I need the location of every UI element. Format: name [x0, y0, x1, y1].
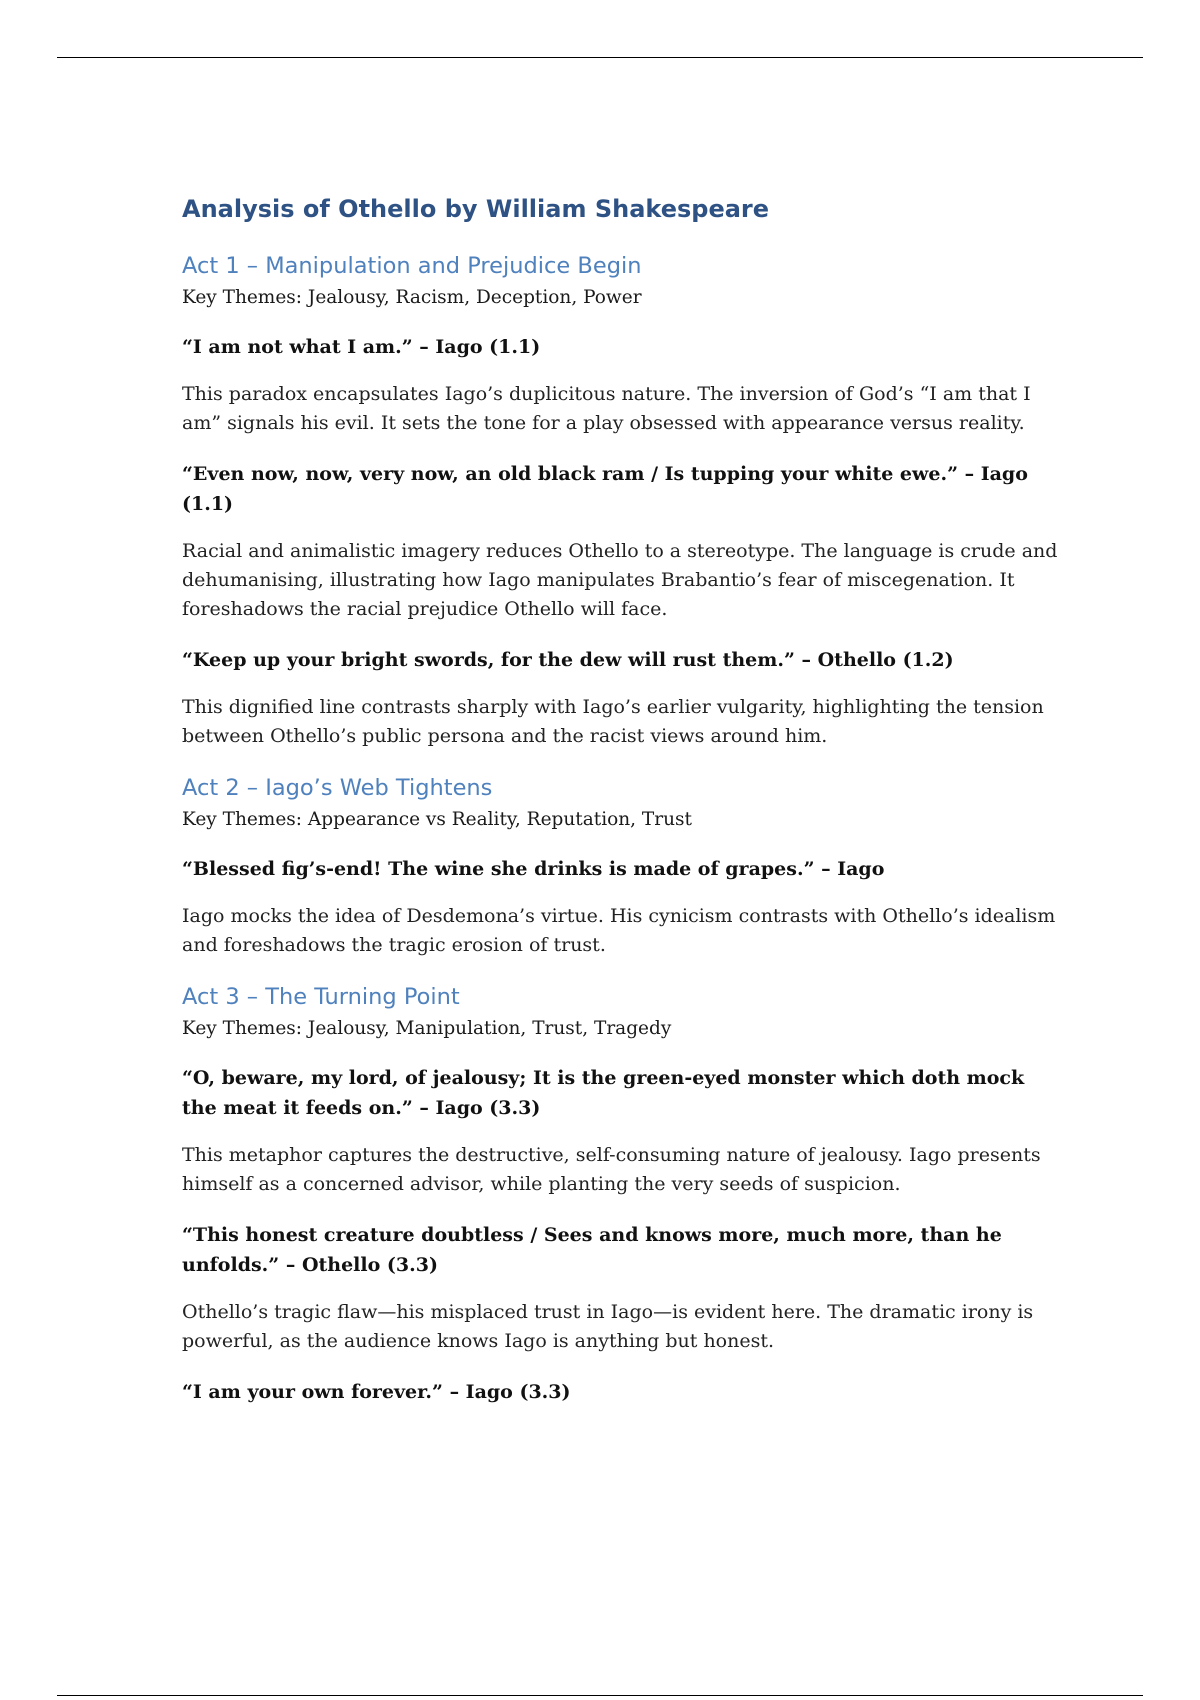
quote: “Blessed fig’s-end! The wine she drinks is made of grapes.” – Iago — [182, 858, 885, 880]
act-2-section — [182, 772, 1062, 960]
page-bottom-rule — [57, 1695, 1143, 1696]
act-1-section — [182, 250, 1062, 751]
analysis-paragraph: Racial and animalistic imagery reduces Othello to a stereotype. The language is crude and dehumanising, illustrating how Iago manipulates Brabantio’s fear of miscegenation. It foreshadows the racial prejudice Othello will face. — [182, 540, 1058, 620]
analysis-paragraph: Iago mocks the idea of Desdemona’s virtue. His cynicism contrasts with Othello’s idealism and foreshadows the tragic erosion of trust. — [182, 905, 1056, 956]
quote: “I am not what I am.” – Iago (1.1) — [182, 336, 541, 358]
act-1-heading: Act 1 – Manipulation and Prejudice Begin — [182, 253, 642, 279]
act-2-heading: Act 2 – Iago’s Web Tightens — [182, 775, 493, 801]
analysis-paragraph: This dignified line contrasts sharply with Iago’s earlier vulgarity, highlighting the tension between Othello’s public persona and the racist views around him. — [182, 696, 1044, 747]
act-2-themes: Key Themes: Appearance vs Reality, Reputation, Trust — [182, 809, 692, 830]
quote: “I am your own forever.” – Iago (3.3) — [182, 1381, 571, 1403]
quote: “Even now, now, very now, an old black ram / Is tupping your white ewe.” – Iago (1.1) — [182, 463, 1028, 515]
document-body — [182, 192, 1062, 1425]
analysis-paragraph: This paradox encapsulates Iago’s duplicitous nature. The inversion of God’s “I am that I am” signals his evil. It sets the tone for a play obsessed with appearance versus reality. — [182, 383, 1031, 434]
page-top-rule — [57, 57, 1143, 58]
analysis-paragraph: Othello’s tragic flaw—his misplaced trust in Iago—is evident here. The dramatic irony is powerful, as the audience knows Iago is anything but honest. — [182, 1301, 1034, 1352]
quote: “Keep up your bright swords, for the dew will rust them.” – Othello (1.2) — [182, 649, 954, 671]
act-3-heading: Act 3 – The Turning Point — [182, 984, 460, 1010]
analysis-paragraph: This metaphor captures the destructive, self-consuming nature of jealousy. Iago presents himself as a concerned advisor, while planting the very seeds of suspicion. — [182, 1144, 1041, 1195]
quote: “This honest creature doubtless / Sees and knows more, much more, than he unfolds.” – Othello (3.3) — [182, 1224, 1002, 1276]
document-title: Analysis of Othello by William Shakespeare — [182, 195, 770, 223]
quote: “O, beware, my lord, of jealousy; It is the green-eyed monster which doth mock the meat it feeds on.” – Iago (3.3) — [182, 1067, 1025, 1119]
act-1-themes: Key Themes: Jealousy, Racism, Deception, Power — [182, 287, 642, 308]
act-3-themes: Key Themes: Jealousy, Manipulation, Trust, Tragedy — [182, 1018, 672, 1039]
act-3-section — [182, 981, 1062, 1407]
